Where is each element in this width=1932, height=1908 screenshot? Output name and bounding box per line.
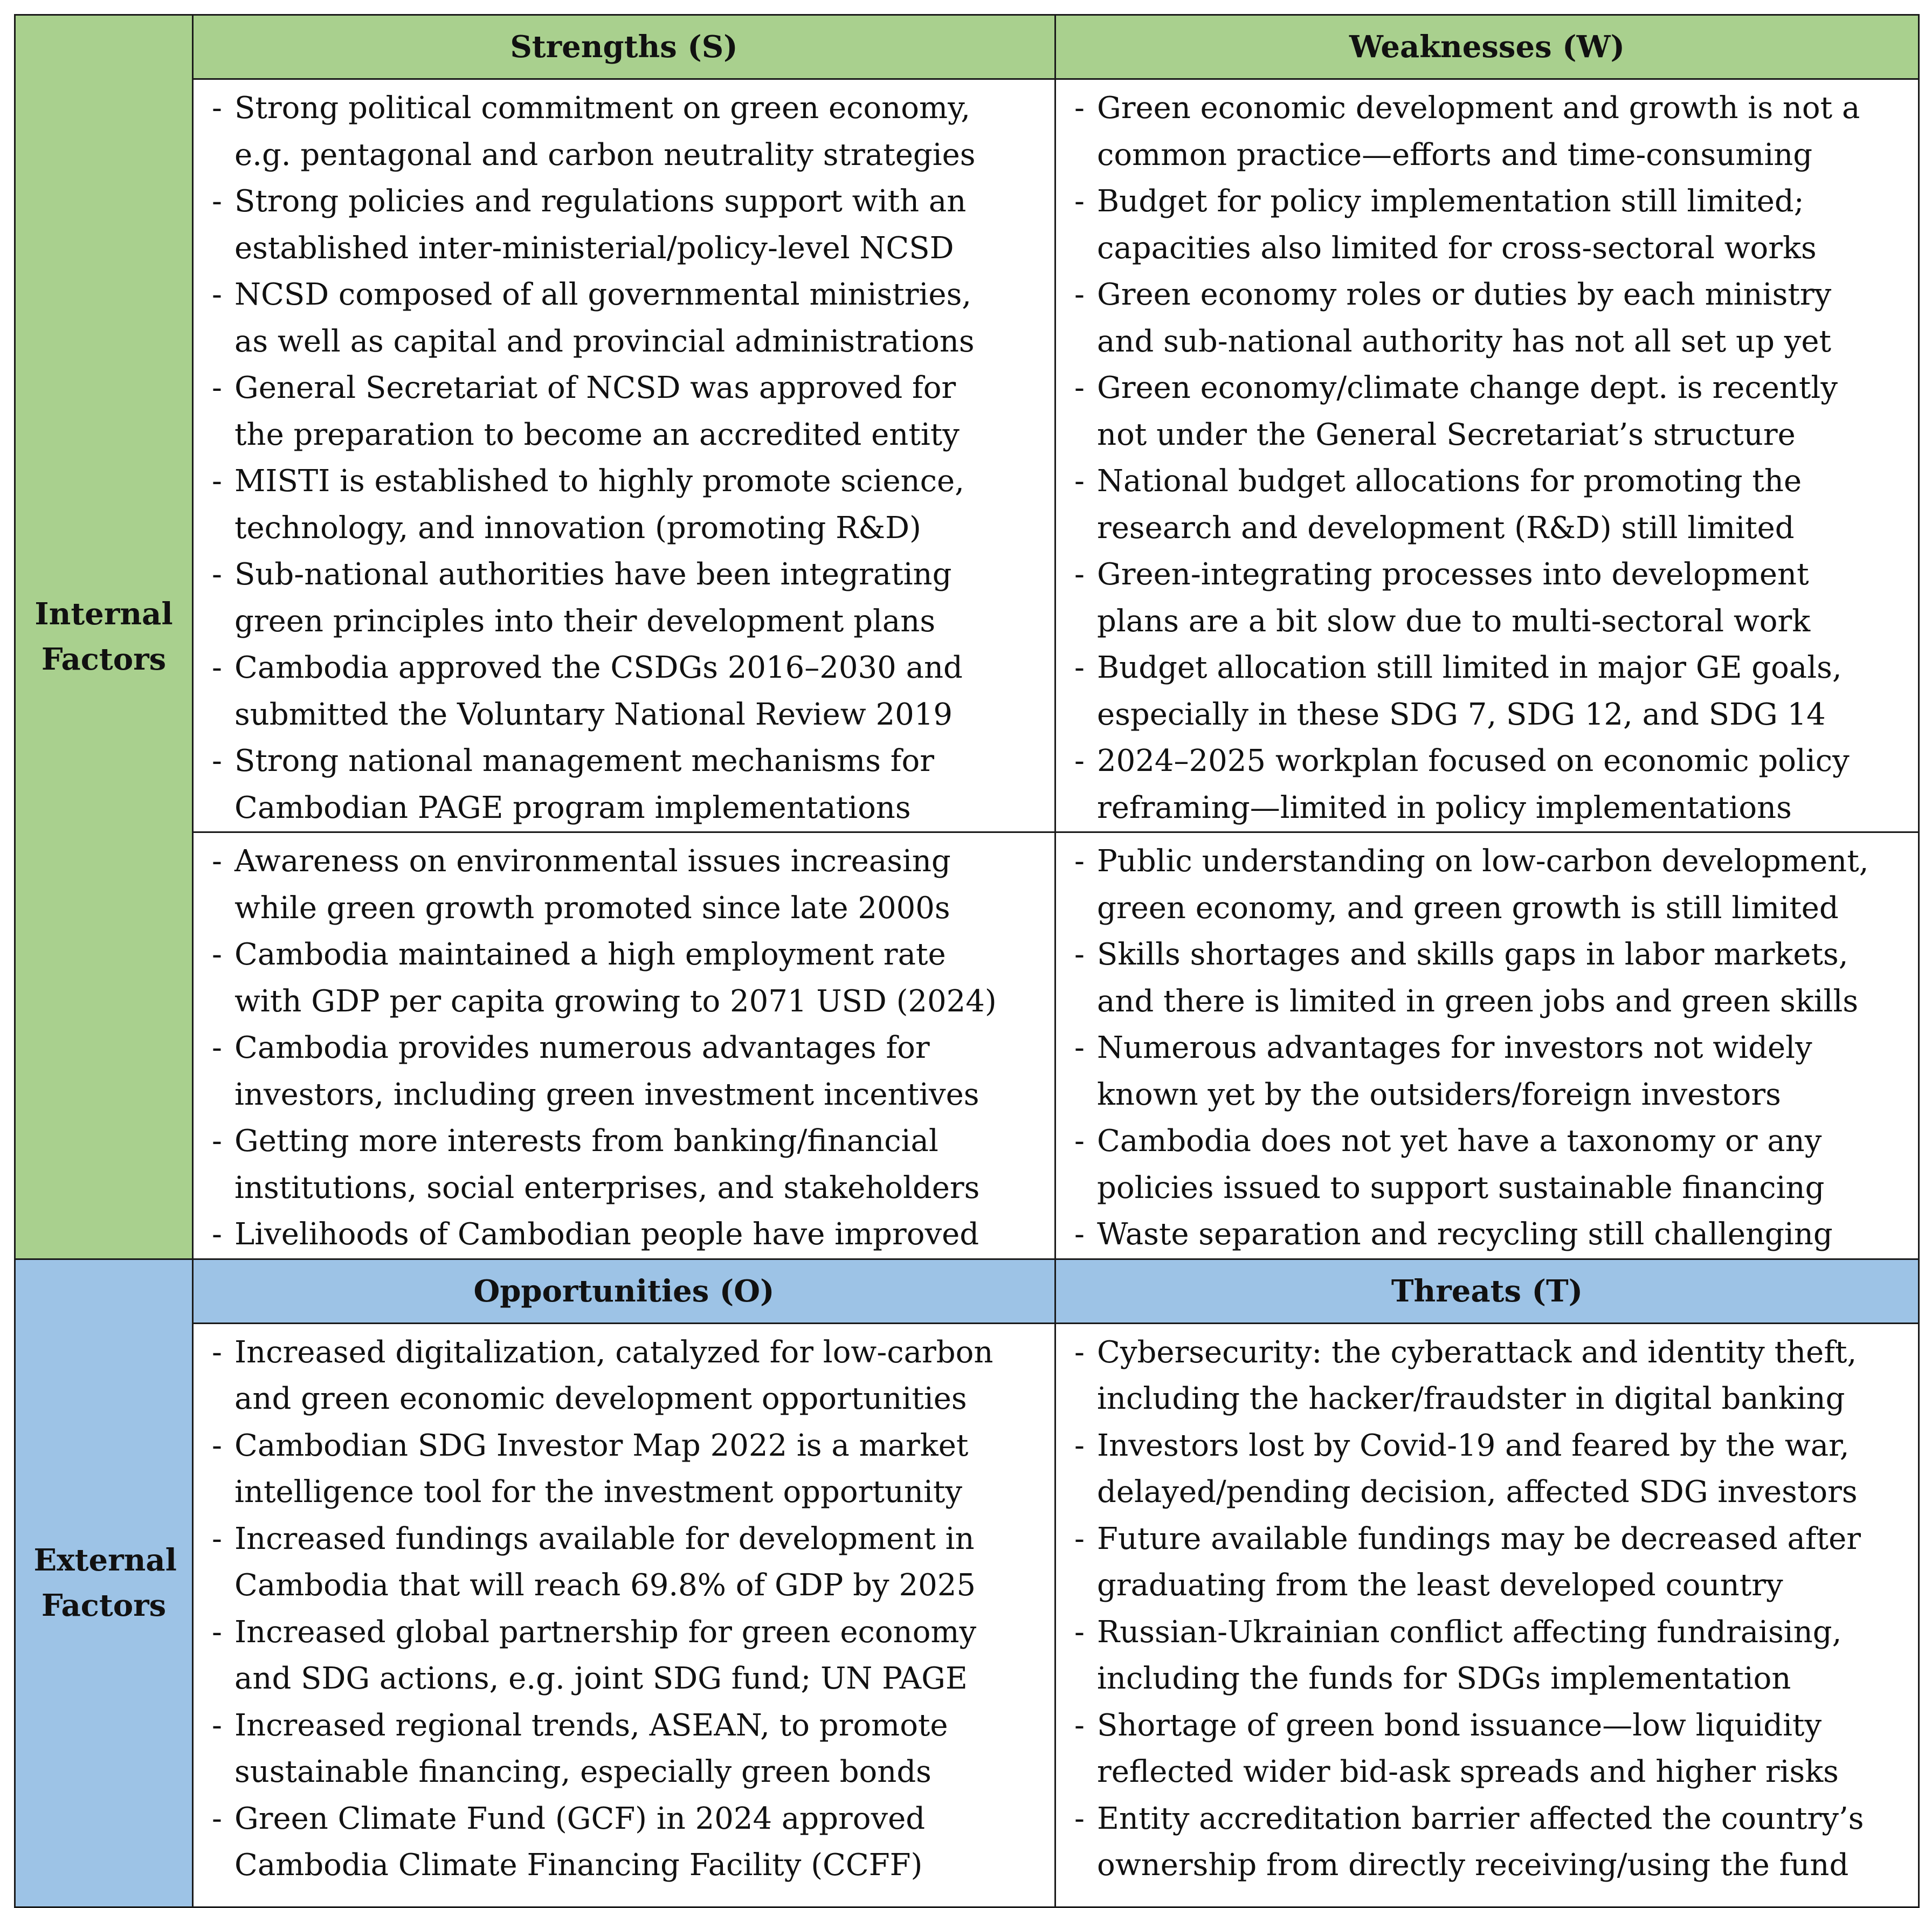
- item-text-line: with GDP per capita growing to 2071 USD (2024): [234, 983, 997, 1019]
- bullet-dash: -: [212, 1217, 222, 1252]
- threats-title: Threats (T): [1391, 1273, 1583, 1309]
- list-item: [212, 272, 1044, 365]
- strengths-title: Strengths (S): [510, 29, 738, 65]
- bullet-dash: -: [1074, 1521, 1085, 1556]
- strengths-header: [193, 15, 1055, 79]
- item-text-line: reframing—limited in policy implementations: [1097, 790, 1792, 825]
- item-text-line: including the funds for SDGs implementation: [1097, 1661, 1791, 1696]
- list-item: [212, 932, 1044, 1025]
- item-text-line: investors, including green investment incentives: [234, 1077, 979, 1112]
- internal-factors-cell: [15, 15, 193, 1259]
- bullet-dash: -: [1074, 1801, 1085, 1836]
- opportunities-list: [193, 1323, 1055, 1907]
- item-text-line: Strong political commitment on green economy,: [234, 91, 971, 126]
- list-item: [1074, 272, 1907, 365]
- item-text-line: intelligence tool for the investment opportunity: [234, 1475, 963, 1510]
- item-text-line: Skills shortages and skills gaps in labor markets,: [1097, 937, 1848, 972]
- item-text-line: Future available fundings may be decreased after: [1097, 1521, 1861, 1556]
- item-text-line: submitted the Voluntary National Review 2019: [234, 697, 953, 732]
- bullet-dash: -: [212, 650, 222, 685]
- item-text-line: Increased fundings available for development in: [234, 1521, 975, 1556]
- item-text-line: plans are a bit slow due to multi-sectoral work: [1097, 603, 1811, 639]
- item-text-line: and SDG actions, e.g. joint SDG fund; UN PAGE: [234, 1661, 968, 1696]
- item-text-line: Cambodia that will reach 69.8% of GDP by 2025: [234, 1568, 976, 1603]
- bullet-dash: -: [212, 937, 222, 972]
- bullet-dash: -: [1074, 557, 1085, 592]
- item-text-line: Cambodia Climate Financing Facility (CCFF): [234, 1848, 923, 1883]
- list-item: [1074, 645, 1907, 738]
- item-text-line: Strong policies and regulations support with an: [234, 184, 967, 219]
- list-item: [212, 458, 1044, 552]
- item-text-line: Awareness on environmental issues increasing: [234, 844, 951, 879]
- list-item: [1074, 1796, 1907, 1889]
- external-factors-cell: [15, 1259, 193, 1907]
- item-text-line: Shortage of green bond issuance—low liquidity: [1097, 1707, 1822, 1743]
- bullet-dash: -: [1074, 1030, 1085, 1065]
- list-item: [1074, 1516, 1907, 1609]
- bullet-dash: -: [1074, 1614, 1085, 1650]
- list-item: [1074, 738, 1907, 831]
- item-text-line: Cambodia provides numerous advantages for: [234, 1030, 930, 1065]
- item-text-line: Public understanding on low-carbon development,: [1097, 844, 1869, 879]
- bullet-dash: -: [1074, 650, 1085, 685]
- item-text-line: Increased regional trends, ASEAN, to promote: [234, 1707, 948, 1743]
- item-text-line: e.g. pentagonal and carbon neutrality strategies: [234, 137, 976, 173]
- list-item: [212, 1330, 1044, 1423]
- list-item: [212, 85, 1044, 178]
- list-item: [1074, 1423, 1907, 1516]
- item-text-line: common practice—efforts and time-consuming: [1097, 137, 1813, 173]
- list-item: [212, 365, 1044, 458]
- item-text-line: Cambodia does not yet have a taxonomy or any: [1097, 1124, 1822, 1159]
- bullet-dash: -: [1074, 370, 1085, 405]
- bullet-dash: -: [1074, 1428, 1085, 1463]
- internal-header-row: [15, 15, 1919, 79]
- item-text-line: Waste separation and recycling still challenging: [1097, 1217, 1833, 1252]
- item-text-line: the preparation to become an accredited entity: [234, 417, 960, 452]
- item-text-line: while green growth promoted since late 2000s: [234, 890, 950, 926]
- bullet-dash: -: [1074, 844, 1085, 879]
- external-factors-label: External Factors: [33, 1542, 177, 1623]
- item-text-line: especially in these SDG 7, SDG 12, and SDG 14: [1097, 697, 1826, 732]
- internal-row-1: [15, 79, 1919, 832]
- bullet-dash: -: [1074, 1217, 1085, 1252]
- opportunities-header: [193, 1259, 1055, 1323]
- bullet-dash: -: [1074, 1124, 1085, 1159]
- list-item: [212, 1703, 1044, 1796]
- list-item: [212, 1211, 1044, 1258]
- bullet-dash: -: [1074, 184, 1085, 219]
- list-item: [1074, 1025, 1907, 1118]
- bullet-dash: -: [1074, 91, 1085, 126]
- list-item: [1074, 838, 1907, 932]
- list-item: [212, 1118, 1044, 1211]
- list-item: [1074, 1211, 1907, 1258]
- item-text-line: reflected wider bid-ask spreads and higher risks: [1097, 1754, 1839, 1789]
- item-text-line: Increased digitalization, catalyzed for low-carbon: [234, 1334, 993, 1370]
- item-text-line: and sub-national authority has not all set up yet: [1097, 323, 1832, 359]
- list-item: [212, 1423, 1044, 1516]
- bullet-dash: -: [212, 464, 222, 499]
- item-text-line: Livelihoods of Cambodian people have improved: [234, 1217, 979, 1252]
- bullet-dash: -: [212, 844, 222, 879]
- item-text-line: capacities also limited for cross-sectoral works: [1097, 230, 1817, 266]
- threats-list: [1055, 1323, 1919, 1907]
- external-header-row: [15, 1259, 1919, 1323]
- list-item: [1074, 85, 1907, 178]
- item-text-line: NCSD composed of all governmental ministries,: [234, 277, 972, 312]
- list-item: [1074, 1118, 1907, 1211]
- threats-header: [1055, 1259, 1919, 1323]
- internal-row-2: [15, 832, 1919, 1259]
- list-item: [1074, 932, 1907, 1025]
- strengths-list-b: [193, 832, 1055, 1259]
- item-text-line: sustainable financing, especially green bonds: [234, 1754, 932, 1789]
- item-text-line: Green economy/climate change dept. is recently: [1097, 370, 1838, 405]
- bullet-dash: -: [212, 1124, 222, 1159]
- strengths-list-a: [193, 79, 1055, 832]
- list-item: [1074, 365, 1907, 458]
- item-text-line: MISTI is established to highly promote science,: [234, 464, 964, 499]
- list-item: [212, 1025, 1044, 1118]
- list-item: [212, 552, 1044, 645]
- item-text-line: National budget allocations for promoting the: [1097, 464, 1802, 499]
- list-item: [1074, 458, 1907, 552]
- item-text-line: Cambodian SDG Investor Map 2022 is a market: [234, 1428, 969, 1463]
- item-text-line: General Secretariat of NCSD was approved for: [234, 370, 956, 405]
- bullet-dash: -: [1074, 1334, 1085, 1370]
- item-text-line: Green economic development and growth is not a: [1097, 91, 1860, 126]
- bullet-dash: -: [1074, 1707, 1085, 1743]
- list-item: [212, 738, 1044, 831]
- item-text-line: ownership from directly receiving/using the fund: [1097, 1848, 1849, 1883]
- item-text-line: Strong national management mechanisms for: [234, 743, 934, 779]
- list-item: [1074, 1609, 1907, 1703]
- item-text-line: known yet by the outsiders/foreign investors: [1097, 1077, 1781, 1112]
- list-item: [1074, 178, 1907, 272]
- item-text-line: as well as capital and provincial administrations: [234, 323, 975, 359]
- bullet-dash: -: [212, 557, 222, 592]
- bullet-dash: -: [1074, 464, 1085, 499]
- weaknesses-header: [1055, 15, 1919, 79]
- bullet-dash: -: [212, 1030, 222, 1065]
- item-text-line: green principles into their development plans: [234, 603, 936, 639]
- bullet-dash: -: [212, 1334, 222, 1370]
- bullet-dash: -: [212, 277, 222, 312]
- item-text-line: including the hacker/fraudster in digital banking: [1097, 1381, 1845, 1416]
- bullet-dash: -: [212, 1801, 222, 1836]
- weaknesses-list-a: [1055, 79, 1919, 832]
- item-text-line: graduating from the least developed country: [1097, 1568, 1783, 1603]
- bullet-dash: -: [212, 1428, 222, 1463]
- item-text-line: Sub-national authorities have been integrating: [234, 557, 952, 592]
- bullet-dash: -: [1074, 937, 1085, 972]
- item-text-line: Getting more interests from banking/financial: [234, 1124, 939, 1159]
- weaknesses-title: Weaknesses (W): [1349, 29, 1625, 65]
- item-text-line: Russian-Ukrainian conflict affecting fundraising,: [1097, 1614, 1842, 1650]
- internal-factors-label: Internal Factors: [34, 596, 173, 678]
- item-text-line: delayed/pending decision, affected SDG investors: [1097, 1475, 1858, 1510]
- item-text-line: Entity accreditation barrier affected the country’s: [1097, 1801, 1864, 1836]
- list-item: [212, 838, 1044, 932]
- item-text-line: Green Climate Fund (GCF) in 2024 approved: [234, 1801, 926, 1836]
- item-text-line: Cambodia maintained a high employment rate: [234, 937, 946, 972]
- item-text-line: Cambodia approved the CSDGs 2016–2030 and: [234, 650, 963, 685]
- list-item: [212, 645, 1044, 738]
- opportunities-title: Opportunities (O): [473, 1273, 775, 1309]
- item-text-line: research and development (R&D) still limited: [1097, 510, 1795, 546]
- item-text-line: Budget for policy implementation still limited;: [1097, 184, 1804, 219]
- list-item: [212, 1796, 1044, 1889]
- bullet-dash: -: [1074, 743, 1085, 779]
- bullet-dash: -: [212, 743, 222, 779]
- item-text-line: green economy, and green growth is still limited: [1097, 890, 1839, 926]
- item-text-line: Green-integrating processes into development: [1097, 557, 1809, 592]
- list-item: [1074, 1703, 1907, 1796]
- item-text-line: and green economic development opportunities: [234, 1381, 967, 1416]
- item-text-line: Increased global partnership for green economy: [234, 1614, 977, 1650]
- bullet-dash: -: [212, 1521, 222, 1556]
- item-text-line: institutions, social enterprises, and stakeholders: [234, 1170, 980, 1206]
- item-text-line: Investors lost by Covid-19 and feared by the war,: [1097, 1428, 1850, 1463]
- item-text-line: Numerous advantages for investors not widely: [1097, 1030, 1812, 1065]
- item-text-line: technology, and innovation (promoting R&D): [234, 510, 921, 546]
- list-item: [212, 1516, 1044, 1609]
- list-item: [1074, 1330, 1907, 1423]
- list-item: [1074, 552, 1907, 645]
- external-row: [15, 1323, 1919, 1907]
- bullet-dash: -: [212, 184, 222, 219]
- bullet-dash: -: [212, 370, 222, 405]
- item-text-line: Cambodian PAGE program implementations: [234, 790, 911, 825]
- item-text-line: 2024–2025 workplan focused on economic policy: [1097, 743, 1850, 779]
- weaknesses-list-b: [1055, 832, 1919, 1259]
- item-text-line: Budget allocation still limited in major GE goals,: [1097, 650, 1842, 685]
- bullet-dash: -: [212, 1614, 222, 1650]
- item-text-line: Cybersecurity: the cyberattack and identity theft,: [1097, 1334, 1857, 1370]
- bullet-dash: -: [1074, 277, 1085, 312]
- bullet-dash: -: [212, 91, 222, 126]
- item-text-line: Green economy roles or duties by each ministry: [1097, 277, 1832, 312]
- item-text-line: not under the General Secretariat’s structure: [1097, 417, 1796, 452]
- item-text-line: and there is limited in green jobs and green skills: [1097, 983, 1859, 1019]
- list-item: [212, 178, 1044, 272]
- bullet-dash: -: [212, 1707, 222, 1743]
- swot-table: [14, 14, 1920, 1908]
- item-text-line: established inter-ministerial/policy-level NCSD: [234, 230, 954, 266]
- list-item: [212, 1609, 1044, 1703]
- item-text-line: policies issued to support sustainable financing: [1097, 1170, 1825, 1206]
